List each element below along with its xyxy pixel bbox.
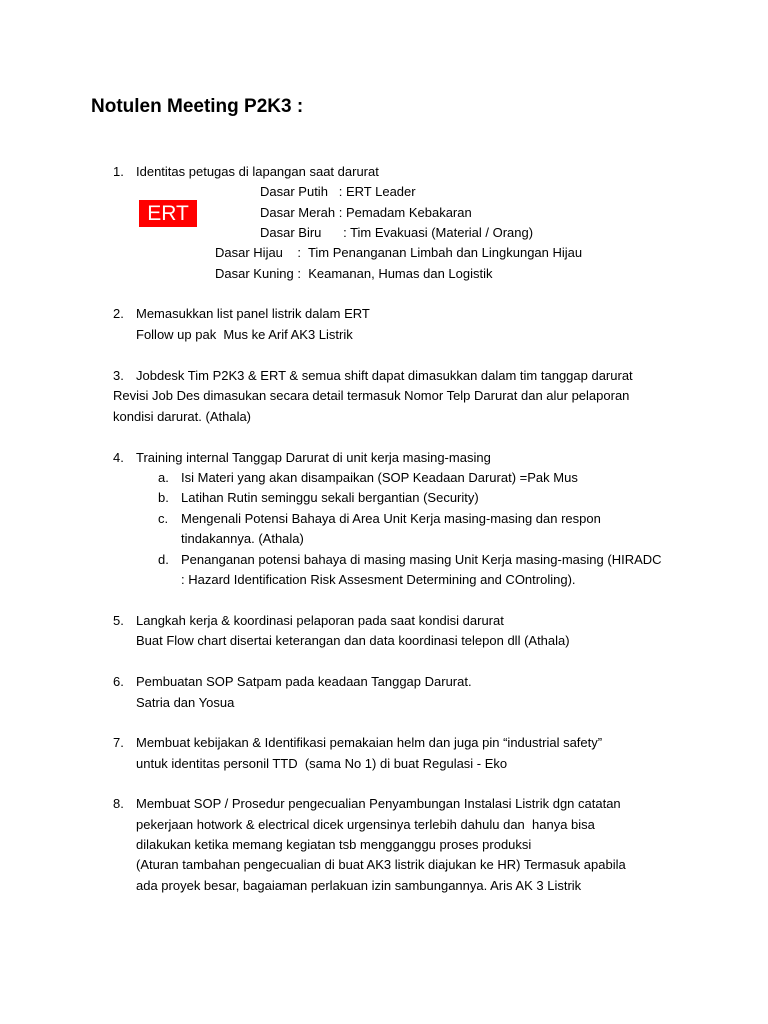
item-number: 6. xyxy=(113,674,124,689)
ert-badge: ERT xyxy=(139,200,197,227)
item-line: Membuat SOP / Prosedur pengecualian Penyambungan Instalasi Listrik dgn catatan xyxy=(136,796,621,811)
item-line: pekerjaan hotwork & electrical dicek urgensinya terlebih dahulu dan hanya bisa xyxy=(136,817,595,832)
sub-line: Penanganan potensi bahaya di masing masing Unit Kerja masing-masing (HIRADC xyxy=(181,552,662,567)
item-number: 8. xyxy=(113,796,124,811)
sub-line: tindakannya. (Athala) xyxy=(181,531,304,546)
item-line: Memasukkan list panel listrik dalam ERT xyxy=(136,306,370,321)
item-text: Training internal Tanggap Darurat di unit kerja masing-masing xyxy=(136,450,491,465)
code-line: Dasar Hijau : Tim Penanganan Limbah dan Lingkungan Hijau xyxy=(215,245,583,260)
sub-line: : Hazard Identification Risk Assesment Determining and COntroling). xyxy=(181,572,576,587)
item-number: 5. xyxy=(113,613,124,628)
sub-letter: b. xyxy=(158,490,169,505)
item-number: 7. xyxy=(113,735,124,750)
sub-line: Mengenali Potensi Bahaya di Area Unit Kerja masing-masing dan respon xyxy=(181,511,601,526)
item-number: 4. xyxy=(113,450,124,465)
item-line: Revisi Job Des dimasukan secara detail termasuk Nomor Telp Darurat dan alur pelaporan xyxy=(113,388,630,403)
item-line: Jobdesk Tim P2K3 & ERT & semua shift dapat dimasukkan dalam tim tanggap darurat xyxy=(136,368,633,383)
item-number: 3. xyxy=(113,368,124,383)
code-line: Dasar Putih : ERT Leader xyxy=(260,184,416,199)
item-line: Pembuatan SOP Satpam pada keadaan Tanggap Darurat. xyxy=(136,674,472,689)
sub-letter: d. xyxy=(158,552,169,567)
item-line: Satria dan Yosua xyxy=(136,695,235,710)
item-line: Follow up pak Mus ke Arif AK3 Listrik xyxy=(136,327,353,342)
item-line: dilakukan ketika memang kegiatan tsb mengganggu proses produksi xyxy=(136,837,532,852)
item-number: 2. xyxy=(113,306,124,321)
item-line: Membuat kebijakan & Identifikasi pemakaian helm dan juga pin “industrial safety” xyxy=(136,735,603,750)
item-line: Buat Flow chart disertai keterangan dan data koordinasi telepon dll (Athala) xyxy=(136,633,570,648)
code-line: Dasar Merah : Pemadam Kebakaran xyxy=(260,205,472,220)
item-text: Identitas petugas di lapangan saat darurat xyxy=(136,164,379,179)
sub-letter: a. xyxy=(158,470,169,485)
item-line: Langkah kerja & koordinasi pelaporan pada saat kondisi darurat xyxy=(136,613,504,628)
code-line: Dasar Kuning : Keamanan, Humas dan Logistik xyxy=(215,266,493,281)
code-line: Dasar Biru : Tim Evakuasi (Material / Orang) xyxy=(260,225,534,240)
sub-line: Isi Materi yang akan disampaikan (SOP Keadaan Darurat) =Pak Mus xyxy=(181,470,578,485)
item-line: kondisi darurat. (Athala) xyxy=(113,409,252,424)
item-line: untuk identitas personil TTD (sama No 1) di buat Regulasi - Eko xyxy=(136,756,508,771)
page-title: Notulen Meeting P2K3 : xyxy=(91,96,304,117)
item-number: 1. xyxy=(113,164,124,179)
sub-letter: c. xyxy=(158,511,169,526)
item-line: ada proyek besar, bagaiaman perlakuan izin sambungannya. Aris AK 3 Listrik xyxy=(136,878,582,893)
item-line: (Aturan tambahan pengecualian di buat AK3 listrik diajukan ke HR) Termasuk apabila xyxy=(136,857,626,872)
sub-line: Latihan Rutin seminggu sekali bergantian (Security) xyxy=(181,490,479,505)
